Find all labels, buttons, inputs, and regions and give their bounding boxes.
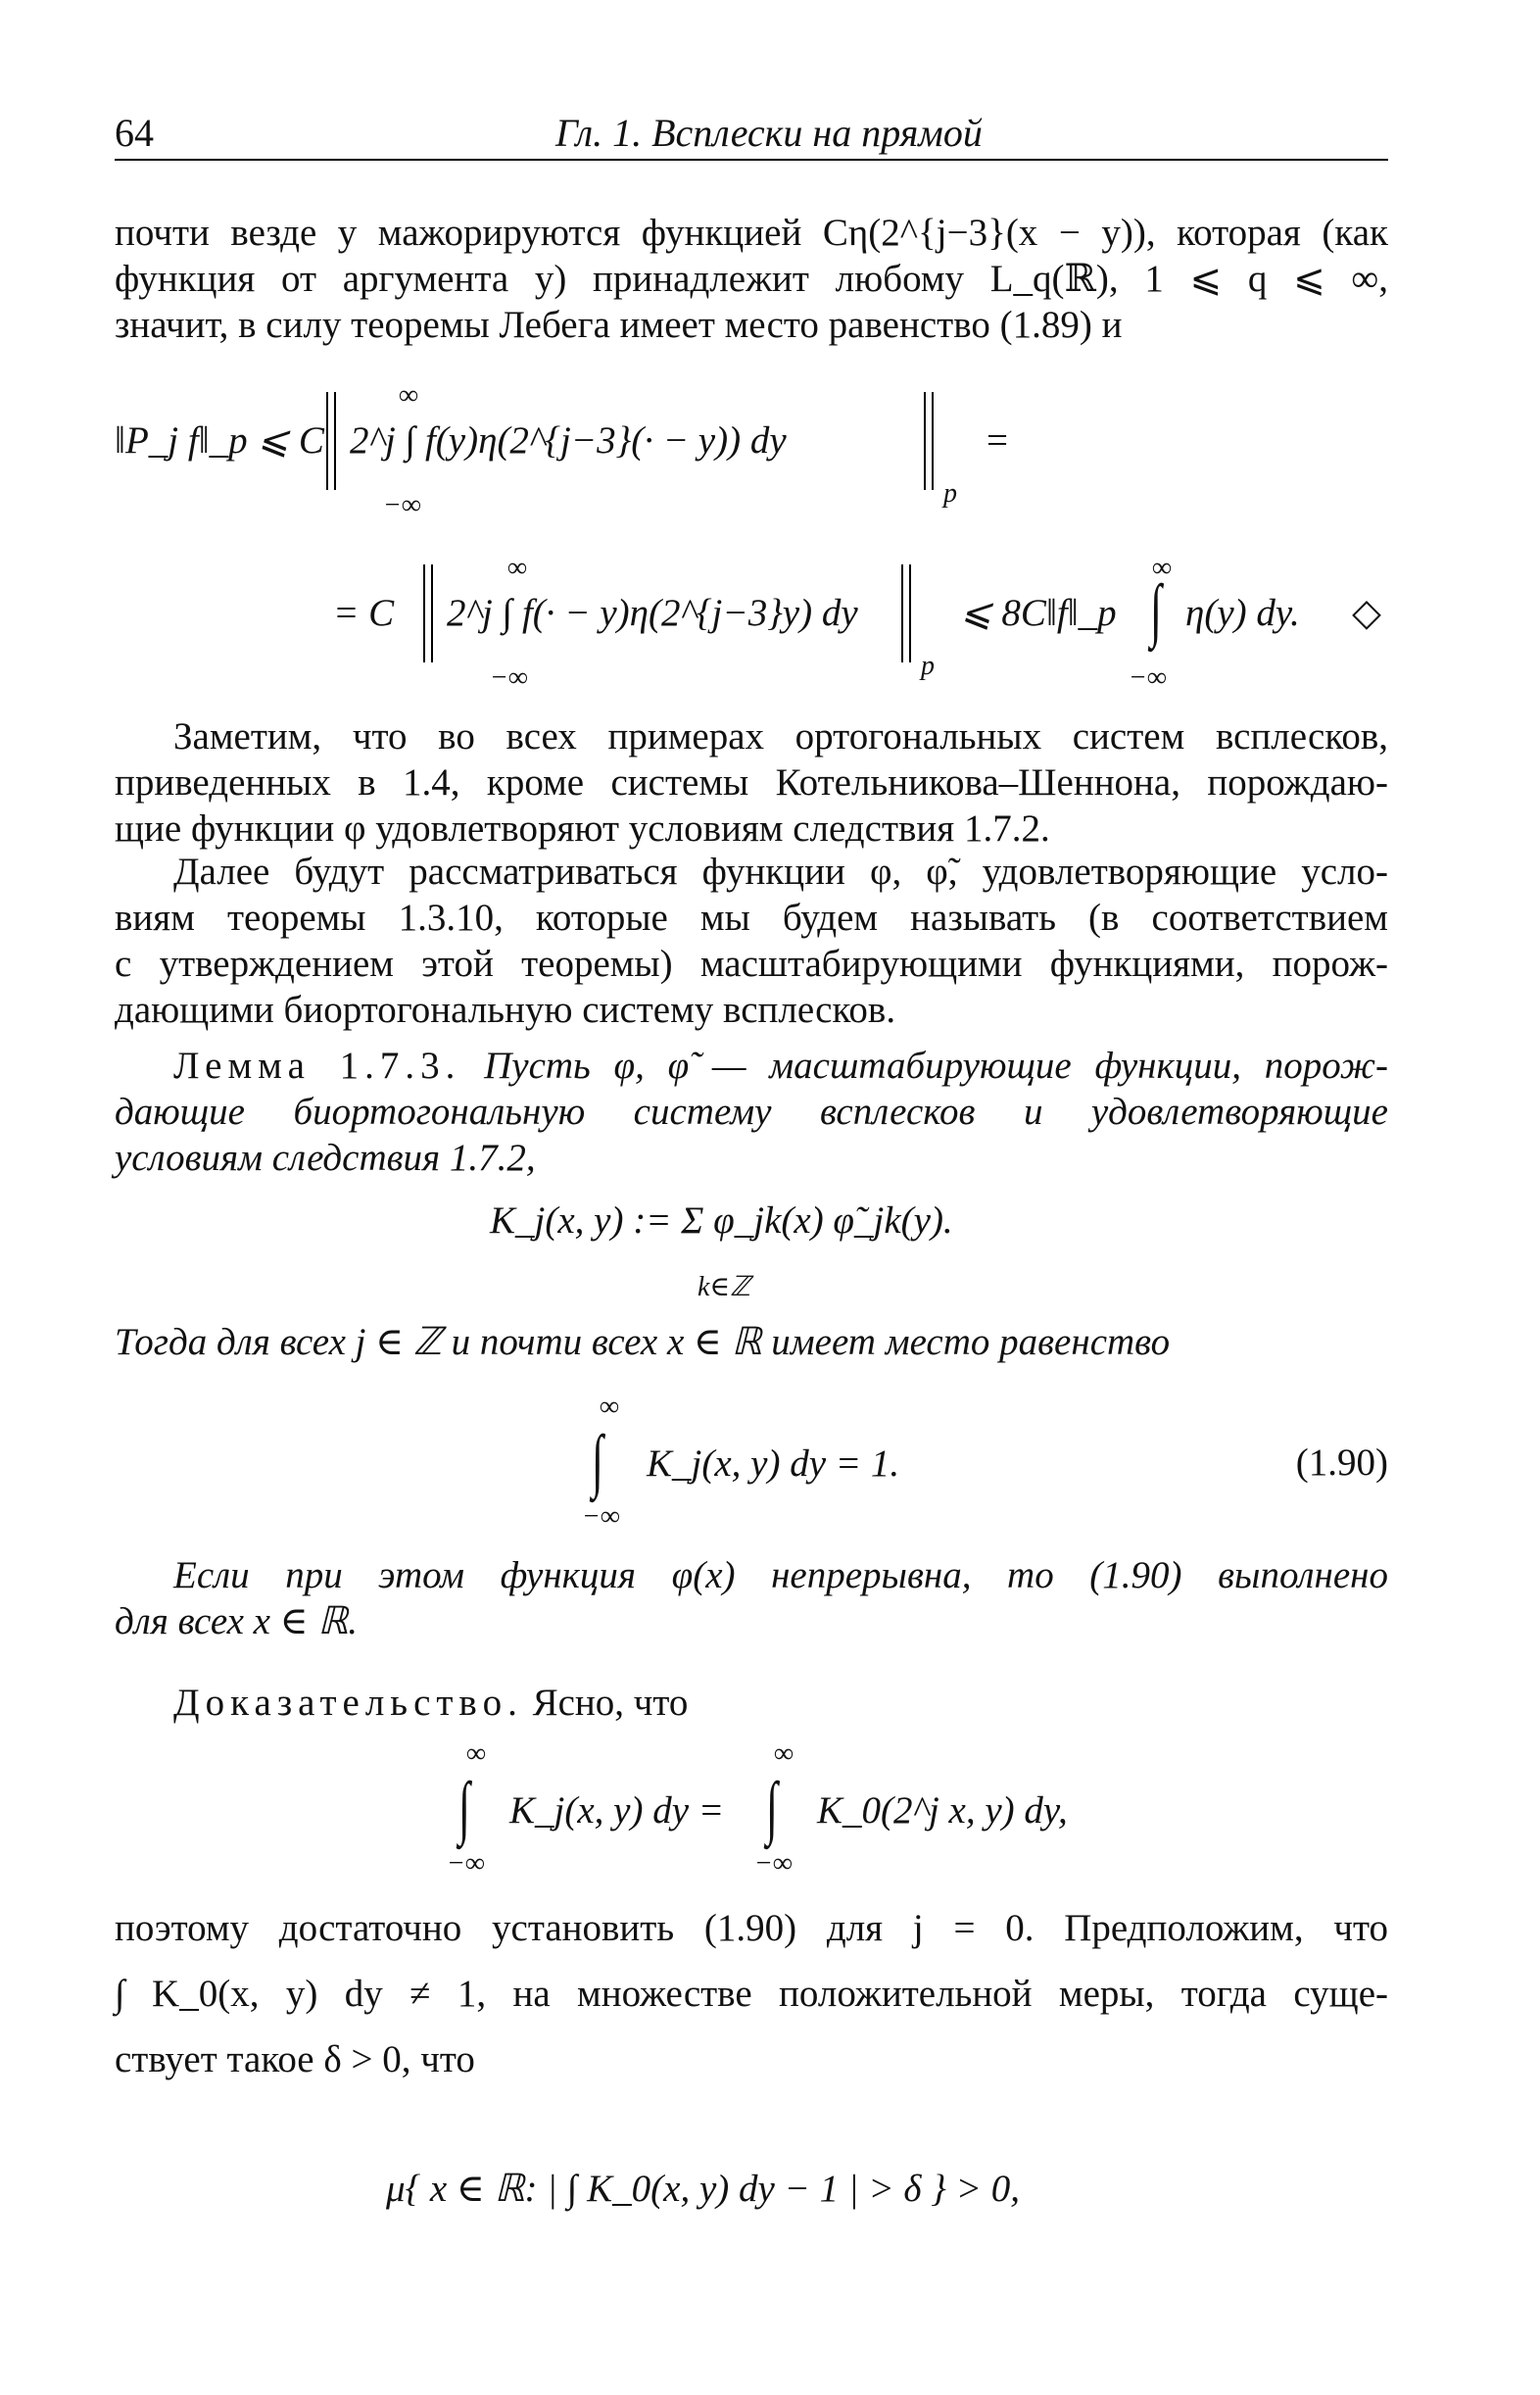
lemma-text: Пусть φ, φ̃ — масштабирующие функции, порож- bbox=[484, 1045, 1388, 1087]
equation-1-90: K_j(x, y) dy = 1. bbox=[647, 1442, 900, 1485]
text-line: Далее будут рассматриваться функции φ, φ̃, удовлетворяющие усло- bbox=[173, 851, 1388, 893]
kernel-definition: K_j(x, y) := Σ φ_jk(x) φ̃_jk(y). bbox=[490, 1199, 953, 1242]
integral-upper-limit: ∞ bbox=[507, 553, 527, 583]
text-line: дающие биортогональную систему всплесков и удовлетворяющие bbox=[115, 1091, 1388, 1133]
paragraph-1 bbox=[115, 210, 1388, 348]
text-line: приведенных в 1.4, кроме системы Котельникова–Шеннона, порождаю- bbox=[115, 761, 1388, 804]
text-line bbox=[115, 1043, 1388, 1089]
integral-upper-limit: ∞ bbox=[774, 1738, 794, 1769]
integral-lower-limit: −∞ bbox=[383, 490, 421, 520]
integral-lower-limit: −∞ bbox=[1129, 662, 1167, 693]
equation-number: (1.90) bbox=[1295, 1442, 1388, 1484]
text-line: Если при этом функция φ(x) непрерывна, то (1.90) выполнено bbox=[173, 1554, 1388, 1596]
integral-upper-limit: ∞ bbox=[399, 380, 418, 411]
integral-upper-limit: ∞ bbox=[1152, 553, 1172, 583]
page-number: 64 bbox=[115, 111, 154, 155]
text-line: ствует такое δ > 0, что bbox=[115, 2038, 475, 2080]
text-line: с утверждением этой теоремы) масштабирующими функциями, порож- bbox=[115, 943, 1388, 985]
measure-inequality: μ{ x ∈ ℝ: | ∫ K_0(x, y) dy − 1 | > δ } > 0, bbox=[386, 2168, 1020, 2210]
integral-sign: ∫ bbox=[457, 1768, 470, 1846]
lemma-1-7-3 bbox=[115, 1043, 1388, 1181]
proof-lead: Ясно, что bbox=[532, 1682, 689, 1724]
sum-index: k∈ℤ bbox=[698, 1272, 751, 1302]
text-line: поэтому достаточно установить (1.90) для j = 0. Предположим, что bbox=[115, 1907, 1388, 1949]
integral-lower-limit: −∞ bbox=[447, 1848, 485, 1879]
text-line: функция от аргумента y) принадлежит любому L_q(ℝ), 1 ⩽ q ⩽ ∞, bbox=[115, 258, 1388, 300]
proof-eq-left: K_j(x, y) dy = bbox=[509, 1789, 725, 1832]
equation-convolution-bound bbox=[333, 545, 1401, 692]
text-line bbox=[115, 1680, 1388, 1726]
running-title: Гл. 1. Всплески на прямой bbox=[555, 111, 983, 155]
text-line: дающими биортогональную систему всплесков. bbox=[115, 989, 896, 1031]
integral-lower-limit: −∞ bbox=[490, 662, 528, 693]
norm-bar-right bbox=[901, 564, 911, 662]
integral-upper-limit: ∞ bbox=[600, 1392, 619, 1422]
text-line: ∫ K_0(x, y) dy ≠ 1, на множестве положительной меры, тогда суще- bbox=[115, 1973, 1388, 2015]
eq2-body: 2^j ∫ f(· − y)η(2^{j−3}y) dy bbox=[447, 592, 858, 634]
text-line: для всех x ∈ ℝ. bbox=[115, 1600, 358, 1642]
eq2-tail: η(y) dy. bbox=[1185, 592, 1300, 634]
text-line: значит, в силу теоремы Лебега имеет место равенство (1.89) и bbox=[115, 304, 1123, 346]
qed-symbol: ◇ bbox=[1352, 592, 1381, 634]
lemma-label: Лемма 1.7.3. bbox=[173, 1045, 461, 1087]
norm-bar-left bbox=[423, 564, 433, 662]
integral-upper-limit: ∞ bbox=[466, 1738, 486, 1769]
integral-lower-limit: −∞ bbox=[582, 1501, 620, 1532]
equation-norm-bound bbox=[115, 372, 1094, 519]
text-line: виям теоремы 1.3.10, которые мы будем называть (в соответствием bbox=[115, 897, 1388, 939]
text-line: Тогда для всех j ∈ ℤ и почти всех x ∈ ℝ имеет место равенство bbox=[115, 1321, 1171, 1363]
norm-bar-right bbox=[924, 392, 934, 490]
norm-subscript: p bbox=[943, 478, 957, 509]
paragraph-2 bbox=[115, 713, 1388, 852]
text-line: условиям следствия 1.7.2, bbox=[115, 1137, 536, 1179]
proof-label: Доказательство. bbox=[173, 1682, 523, 1724]
eq2-lead: = C bbox=[333, 592, 395, 634]
eq2-mid: ⩽ 8C‖f‖_p bbox=[960, 592, 1117, 634]
paragraph-3 bbox=[115, 849, 1388, 1033]
lemma-continuity bbox=[115, 1552, 1388, 1644]
text-line: почти везде y мажорируются функцией Cη(2^{j−3}(x − y)), которая (как bbox=[115, 212, 1388, 254]
eq1-lhs: ‖P_j f‖_p ⩽ C bbox=[115, 419, 324, 462]
norm-bar-left bbox=[326, 392, 336, 490]
text-line: щие функции φ удовлетворяют условиям следствия 1.7.2. bbox=[115, 807, 1050, 850]
lemma-conclusion bbox=[115, 1319, 1388, 1365]
page-header bbox=[115, 110, 1388, 161]
integral-sign: ∫ bbox=[1149, 570, 1162, 649]
integral-sign: ∫ bbox=[591, 1421, 603, 1499]
norm-subscript: p bbox=[921, 651, 935, 681]
eq1-equals: = bbox=[987, 419, 1008, 462]
proof-start bbox=[115, 1680, 1388, 1726]
proof-eq-right: K_0(2^j x, y) dy, bbox=[817, 1789, 1068, 1832]
integral-sign: ∫ bbox=[765, 1768, 778, 1846]
proof-text bbox=[115, 1905, 1388, 2082]
integral-lower-limit: −∞ bbox=[754, 1848, 793, 1879]
text-line: Заметим, что во всех примерах ортогональных систем всплесков, bbox=[173, 715, 1388, 758]
eq1-body: 2^j ∫ f(y)η(2^{j−3}(· − y)) dy bbox=[350, 419, 787, 462]
